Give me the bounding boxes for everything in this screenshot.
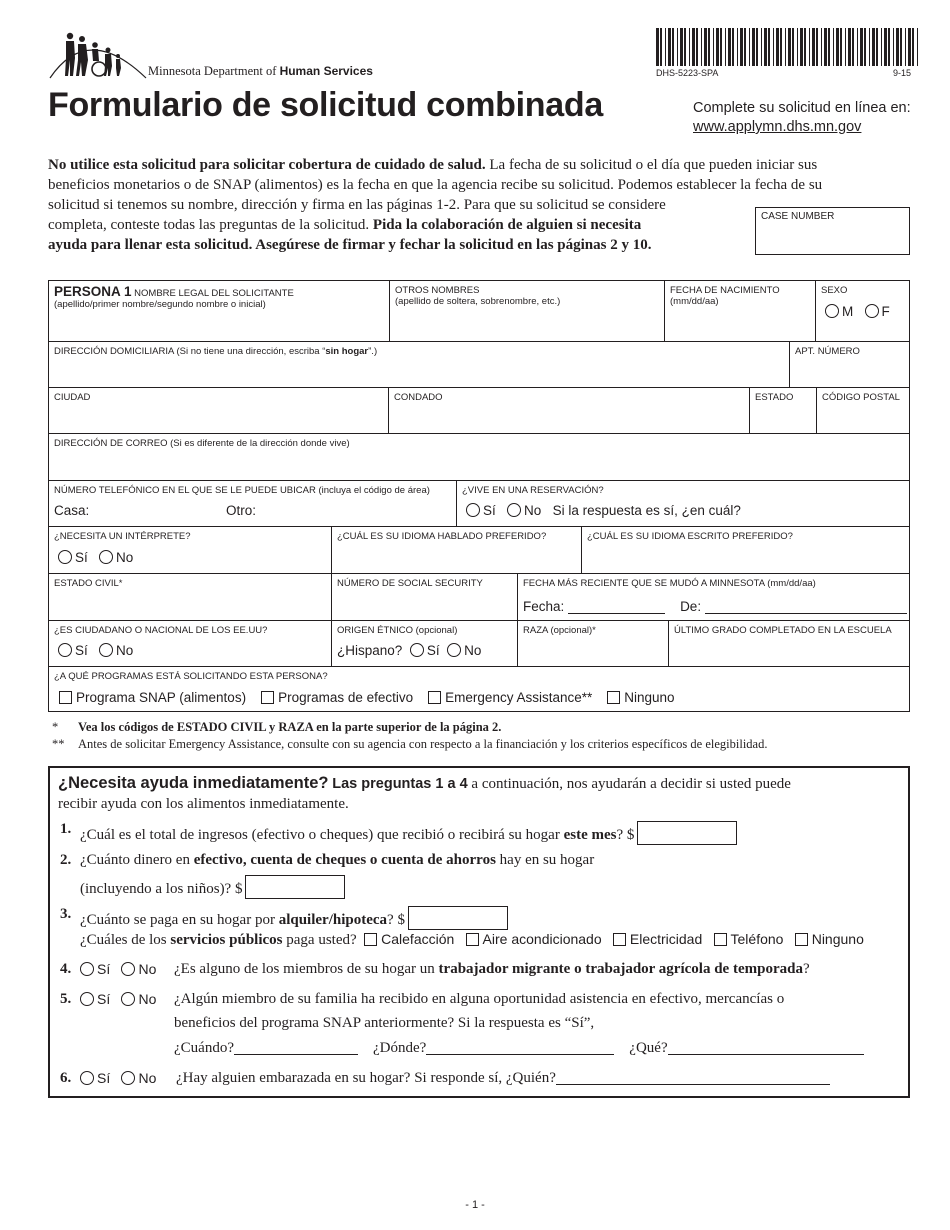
citizen-field: ¿ES CIUDADANO O NACIONAL DE LOS EE.UU? Sí No [48,620,332,667]
form-date: 9-15 [893,68,912,78]
q3-text: ¿Cuánto se paga en su hogar por alquiler/hipoteca? $ [80,906,508,930]
q5-number: 5. [60,991,72,1007]
q2-text: ¿Cuánto dinero en efectivo, cuenta de cheques o cuenta de ahorros hay en su hogar [80,852,595,868]
q1-text: ¿Cuál es el total de ingresos (efectivo o cheques) que recibió o recibirá su hogar este mes? $ [80,821,737,845]
dhs-logo [48,28,148,80]
dob-field[interactable]: FECHA DE NACIMIENTO (mm/dd/aa) [664,280,816,342]
q2-text-line2: (incluyendo a los niños)? $ [80,875,345,899]
home-address-field[interactable]: DIRECCIÓN DOMICILIARIA (Si no tiene una dirección, escriba “sin hogar”.) [48,341,790,388]
q2-money-input[interactable] [245,875,345,899]
program-snap-checkbox[interactable] [59,691,72,704]
footnote-1-mark: * [52,720,59,734]
mailing-address-field[interactable]: DIRECCIÓN DE CORREO (Si es diferente de la dirección donde vive) [48,433,910,481]
form-code: DHS-5223-SPA [656,68,719,78]
apt-number-field[interactable]: APT. NÚMERO [789,341,910,388]
marital-status-field[interactable]: ESTADO CIVIL* [48,573,332,621]
help-intro: ¿Necesita ayuda inmediatamente? Las preguntas 1 a 4 a continuación, nos ayudarán a decidir si usted puede [58,774,791,792]
spoken-language-field[interactable]: ¿CUÁL ES SU IDIOMA HABLADO PREFERIDO? [331,526,582,574]
online-url-link[interactable]: www.applymn.dhs.mn.gov [693,119,862,135]
moved-date-field: FECHA MÁS RECIENTE QUE SE MUDÓ A MINNESOTA (mm/dd/aa) Fecha: De: [517,573,910,621]
other-names-field[interactable]: OTROS NOMBRES (apellido de soltera, sobrenombre, etc.) [389,280,665,342]
interpreter-field: ¿NECESITA UN INTÉRPRETE? Sí No [48,526,332,574]
hispanic-yes-radio[interactable] [410,643,424,657]
case-number-box[interactable] [755,207,910,255]
page-number: - 1 - [465,1199,485,1211]
sex-field: SEXO M F [815,280,910,342]
intro-warning: No utilice esta solicitud para solicitar cobertura de cuidado de salud. [48,157,486,173]
q4-text: ¿Es alguno de los miembros de su hogar un trabajador migrante o trabajador agrícola de temporada? [174,961,810,977]
q3-rent-input[interactable] [408,906,508,930]
programs-field: ¿A QUÉ PROGRAMAS ESTÁ SOLICITANDO ESTA PERSONA? Programa SNAP (alimentos) Programas de efectivo Emergency Assistance** Ninguno [48,666,910,712]
ethnic-origin-field: ORIGEN ÉTNICO (opcional) ¿Hispano? Sí No [331,620,518,667]
q5-where-input[interactable] [426,1041,614,1055]
utility-none-checkbox[interactable] [795,933,808,946]
q3-number: 3. [60,906,72,922]
q1-income-input[interactable] [637,821,737,845]
q5-when-input[interactable] [234,1041,358,1055]
utility-ac-checkbox[interactable] [466,933,479,946]
q5-row: Sí No [80,991,156,1009]
school-grade-field[interactable]: ÚLTIMO GRADO COMPLETADO EN LA ESCUELA [668,620,910,667]
q6-no-radio[interactable] [121,1071,135,1085]
intro-text: No utilice esta solicitud para solicitar cobertura de cuidado de salud. La fecha de su solicitud o el día que pueden iniciar sus beneficios monetarios o de SNAP (alimentos) es la fecha en que la agencia recibe su solicitud. Podemos establecer la fecha de su solicitud si tenemos su nombre, dirección y firma en las páginas 1-2. Para que su solicitud se considere completa, conteste todas las preguntas de la solicitud. Pida la colaboración de alguien si necesita ayuda para llenar esta solicitud. Asegúrese de firmar y fechar la solicitud en las páginas 2 y 10. [48,157,823,253]
ssn-field[interactable]: NÚMERO DE SOCIAL SECURITY [331,573,518,621]
written-language-field[interactable]: ¿CUÁL ES SU IDIOMA ESCRITO PREFERIDO? [581,526,910,574]
persona-label: PERSONA 1 [54,284,132,299]
sex-m-radio[interactable] [825,304,839,318]
q6-yes-radio[interactable] [80,1071,94,1085]
department-name: Minnesota Department of Human Services [148,64,373,78]
moved-from-input[interactable] [705,600,907,614]
utility-heating-checkbox[interactable] [364,933,377,946]
phone-home-label: Casa: [54,503,90,518]
sex-f-radio[interactable] [865,304,879,318]
q4-row: Sí No [80,961,156,979]
race-field[interactable]: RAZA (opcional)* [517,620,669,667]
q6-text: ¿Hay alguien embarazada en su hogar? Si responde sí, ¿Quién? [176,1070,830,1087]
q6-row: Sí No [80,1070,156,1088]
help-heading: ¿Necesita ayuda inmediatamente? [58,774,329,792]
program-emergency-label: Emergency Assistance** [445,690,593,705]
q3-utilities: ¿Cuáles de los servicios públicos paga usted? Calefacción Aire acondicionado Electricidad Teléfono Ninguno [80,931,864,948]
page-title: Formulario de solicitud combinada [48,86,603,124]
q6-who-input[interactable] [556,1071,830,1085]
citizen-no-radio[interactable] [99,643,113,657]
q5-text-line2: beneficios del programa SNAP anteriormente? Si la respuesta es “Sí”, [174,1015,595,1031]
program-cash-label: Programas de efectivo [278,690,414,705]
program-emergency-checkbox[interactable] [428,691,441,704]
reservation-no-radio[interactable] [507,503,521,517]
case-number-label: CASE NUMBER [761,211,835,222]
q4-number: 4. [60,961,72,977]
help-intro-line2: recibir ayuda con los alimentos inmediatamente. [58,796,349,812]
program-none-checkbox[interactable] [607,691,620,704]
footnote-2-mark: ** [52,737,65,751]
county-field[interactable]: CONDADO [388,387,750,434]
q5-text: ¿Algún miembro de su familia ha recibido en alguna oportunidad asistencia en efectivo, mercancías o [174,991,785,1007]
q4-yes-radio[interactable] [80,962,94,976]
footnote-2: Antes de solicitar Emergency Assistance, consulte con su agencia con respecto a la financiación y los criterios específicos de elegibilidad. [78,737,768,751]
hispanic-no-radio[interactable] [447,643,461,657]
moved-date-input[interactable] [568,600,665,614]
interpreter-yes-radio[interactable] [58,550,72,564]
interpreter-no-radio[interactable] [99,550,113,564]
phone-field: NÚMERO TELEFÓNICO EN EL QUE SE LE PUEDE UBICAR (incluya el código de área) Casa: Otro: [48,480,457,527]
citizen-yes-radio[interactable] [58,643,72,657]
phone-other-label: Otro: [226,503,257,518]
legal-name-field[interactable]: PERSONA 1 NOMBRE LEGAL DEL SOLICITANTE (apellido/primer nombre/segundo nombre o inicial) [48,280,390,342]
q1-number: 1. [60,821,72,837]
state-field[interactable]: ESTADO [749,387,817,434]
footnote-1: Vea los códigos de ESTADO CIVIL y RAZA en la parte superior de la página 2. [78,720,502,734]
zip-field[interactable]: CÓDIGO POSTAL [816,387,910,434]
q6-number: 6. [60,1070,72,1086]
q4-no-radio[interactable] [121,962,135,976]
program-none-label: Ninguno [624,690,675,705]
program-cash-checkbox[interactable] [261,691,274,704]
q5-yes-radio[interactable] [80,992,94,1006]
program-snap-label: Programa SNAP (alimentos) [76,690,247,705]
reservation-field: ¿VIVE EN UNA RESERVACIÓN? Sí No Si la respuesta es sí, ¿en cuál? [456,480,910,527]
utility-electricity-checkbox[interactable] [613,933,626,946]
city-field[interactable]: CIUDAD [48,387,389,434]
q5-what-input[interactable] [668,1041,864,1055]
q5-no-radio[interactable] [121,992,135,1006]
online-label: Complete su solicitud en línea en: [693,100,911,116]
q5-details: ¿Cuándo? ¿Dónde? ¿Qué? [174,1040,864,1057]
reservation-yes-radio[interactable] [466,503,480,517]
q2-number: 2. [60,852,72,868]
barcode [656,28,922,66]
utility-phone-checkbox[interactable] [714,933,727,946]
